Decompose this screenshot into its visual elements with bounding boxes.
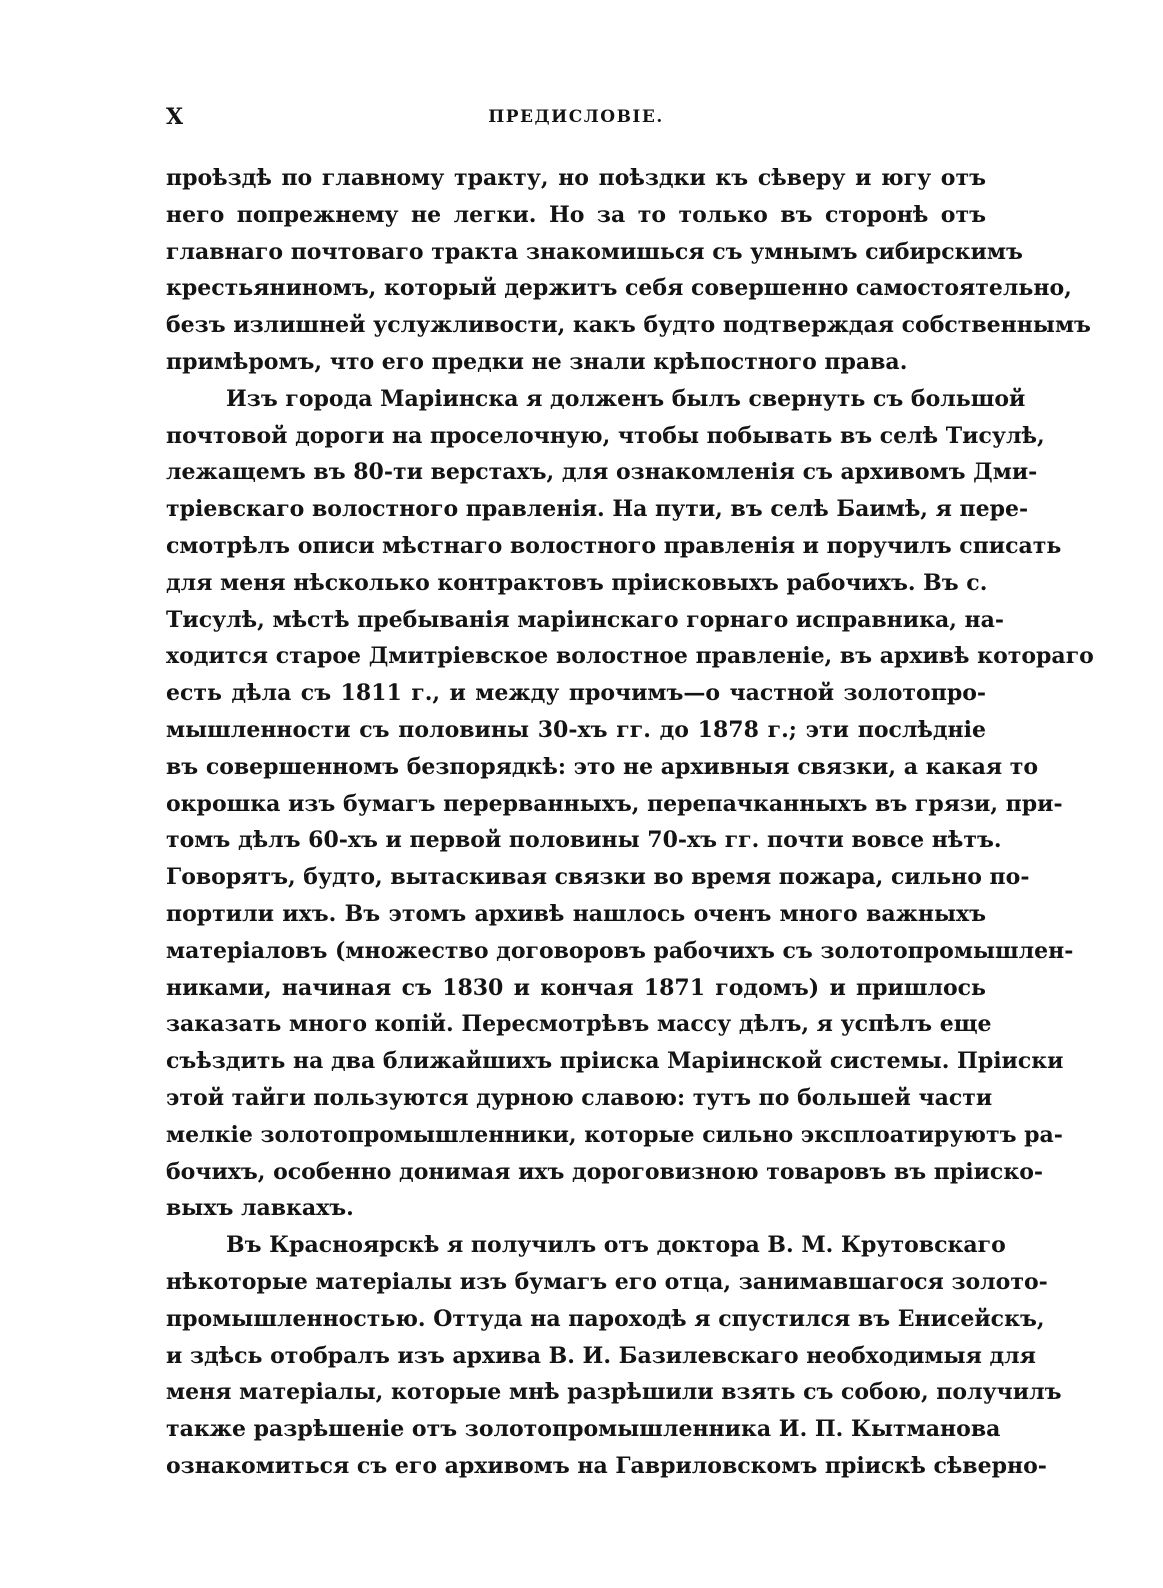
text-line: ознакомиться съ его архивомъ на Гавриловскомъ пріискѣ сѣверно-: [166, 1452, 1047, 1479]
text-line: никами, начиная съ 1830 и кончая 1871 годомъ) и пришлось: [166, 974, 986, 1001]
page-header: [166, 104, 986, 134]
text-line: Изъ города Маріинска я долженъ былъ свернуть съ большой: [226, 385, 1026, 412]
text-line: промышленностью. Оттуда на пароходѣ я спустился въ Енисейскъ,: [166, 1305, 1045, 1332]
text-line: меня матеріалы, которые мнѣ разрѣшили взять съ собою, получилъ: [166, 1379, 1062, 1406]
text-line: безъ излишней услужливости, какъ будто подтверждая собственнымъ: [166, 312, 1091, 339]
text-line: него попрежнему не легки. Но за то только въ сторонѣ отъ: [166, 201, 986, 228]
text-line: проѣздѣ по главному тракту, но поѣздки къ сѣверу и югу отъ: [166, 165, 986, 191]
text-line: мелкіе золотопромышленники, которые сильно эксплоатируютъ ра-: [166, 1121, 1063, 1148]
text-line: мышленности съ половины 30-хъ гг. до 1878 г.; эти послѣдніе: [166, 716, 986, 743]
text-line: портили ихъ. Въ этомъ архивѣ нашлось оченъ много важныхъ: [166, 900, 986, 927]
text-line: Тисулѣ, мѣстѣ пребыванія маріинскаго горнаго исправника, на-: [166, 606, 1005, 633]
text-line: нѣкоторые матеріалы изъ бумагъ его отца, занимавшагося золото-: [166, 1268, 1048, 1295]
text-line: этой тайги пользуются дурною славою: тутъ по большей части: [166, 1084, 993, 1111]
page-number: X: [166, 104, 185, 130]
text-line: и здѣсь отобралъ изъ архива В. И. Базилевскаго необходимыя для: [166, 1342, 1036, 1369]
text-line: главнаго почтоваго тракта знакомишься съ умнымъ сибирскимъ: [166, 238, 1023, 265]
text-line: для меня нѣсколько контрактовъ пріисковыхъ рабочихъ. Въ с.: [166, 569, 988, 596]
text-line: примѣромъ, что его предки не знали крѣпостного права.: [166, 348, 908, 375]
text-line: ходится старое Дмитріевское волостное правленіе, въ архивѣ котораго: [166, 643, 1094, 670]
text-line: лежащемъ въ 80-ти верстахъ, для ознакомленія съ архивомъ Дми-: [166, 459, 1038, 486]
text-line: крестьяниномъ, который держитъ себя совершенно самостоятельно,: [166, 275, 1072, 302]
text-line: томъ дѣлъ 60-хъ и первой половины 70-хъ гг. почти вовсе нѣтъ.: [166, 827, 1002, 854]
text-line: смотрѣлъ описи мѣстнаго волостного правленія и поручилъ списать: [166, 532, 1062, 559]
text-line: Говорятъ, будто, вытаскивая связки во время пожара, сильно по-: [166, 864, 1030, 891]
text-line: бочихъ, особенно донимая ихъ дороговизною товаровъ въ пріиско-: [166, 1158, 1044, 1185]
text-line: есть дѣла съ 1811 г., и между прочимъ—о частной золотопро-: [166, 680, 986, 707]
text-line: Въ Красноярскѣ я получилъ отъ доктора В. М. Крутовскаго: [226, 1232, 1006, 1259]
text-line: выхъ лавкахъ.: [166, 1195, 354, 1222]
running-title: ПРЕДИСЛОВІЕ.: [488, 107, 664, 127]
body-text: [166, 160, 1094, 1485]
text-line: также разрѣшеніе отъ золотопромышленника И. П. Кытманова: [166, 1416, 1001, 1443]
text-line: матеріаловъ (множество договоровъ рабочихъ съ золотопромышлен-: [166, 937, 1074, 964]
text-line: съѣздить на два ближайшихъ пріиска Маріинской системы. Пріиски: [166, 1048, 1064, 1075]
text-line: тріевскаго волостного правленія. На пути, въ селѣ Баимѣ, я пере-: [166, 496, 1029, 523]
text-line: въ совершенномъ безпорядкѣ: это не архивныя связки, а какая то: [166, 753, 1039, 780]
text-line: заказать много копій. Пересмотрѣвъ массу дѣлъ, я успѣлъ еще: [166, 1011, 992, 1038]
text-line: окрошка изъ бумагъ перерванныхъ, перепачканныхъ въ грязи, при-: [166, 790, 1063, 817]
text-line: почтовой дороги на проселочную, чтобы побывать въ селѣ Тисулѣ,: [166, 422, 1045, 449]
